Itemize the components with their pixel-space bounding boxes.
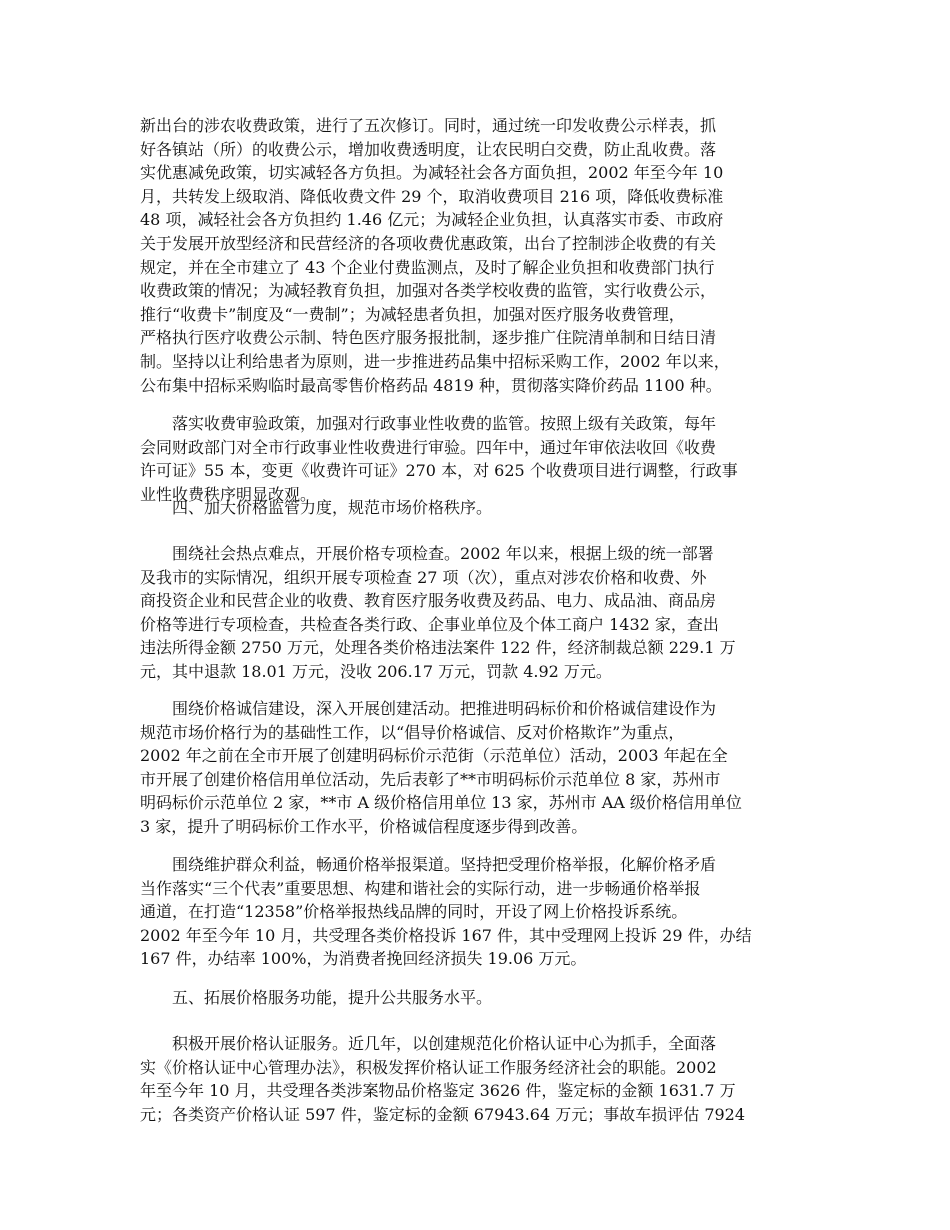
paragraph-line: 规定，并在全市建立了 43 个企业付费监测点，及时了解企业负担和收费部门执行 bbox=[140, 257, 715, 277]
paragraph-line: 实优惠减免政策，切实减轻各方负担。为减轻社会各方面负担，2002 年至今年 10 bbox=[140, 163, 724, 183]
paragraph-line: 关于发展开放型经济和民营经济的各项收费优惠政策，出台了控制涉企收费的有关 bbox=[140, 233, 717, 253]
paragraph bbox=[140, 1032, 812, 1126]
paragraph-line: 年至今年 10 月，共受理各类涉案物品价格鉴定 3626 件，鉴定标的金额 1631.7 万 bbox=[140, 1081, 736, 1101]
paragraph-line: 落实收费审验政策，加强对行政事业性收费的监管。按照上级有关政策，每年 bbox=[172, 414, 717, 433]
paragraph-line: 违法所得金额 2750 万元，处理各类价格违法案件 122 件，经济制裁总额 229.1 万 bbox=[140, 638, 736, 658]
paragraph-line: 明码标价示范单位 2 家，**市 A 级价格信用单位 13 家，苏州市 AA 级价格信用单位 bbox=[140, 793, 742, 813]
paragraph-line: 规范市场价格行为的基础性工作，以“倡导价格诚信、反对价格欺诈”为重点， bbox=[140, 722, 685, 742]
paragraph-line: 好各镇站（所）的收费公示，增加收费透明度，让农民明白交费，防止乱收费。落 bbox=[140, 139, 717, 159]
section-heading-text: 五、拓展价格服务功能，提升公共服务水平。 bbox=[172, 988, 493, 1007]
paragraph-line: 严格执行医疗收费公示制、特色医疗服务报批制，逐步推广住院清单制和日结日清 bbox=[140, 328, 717, 348]
paragraph-line: 2002 年之前在全市开展了创建明码标价示范街（示范单位）活动，2003 年起在全 bbox=[140, 746, 728, 766]
paragraph bbox=[140, 542, 812, 684]
paragraph-line: 元；各类资产价格认证 597 件，鉴定标的金额 67943.64 万元；事故车损评估 7924 bbox=[140, 1104, 746, 1124]
paragraph-line: 许可证》55 本，变更《收费许可证》270 本，对 625 个收费项目进行调整，行政事 bbox=[140, 461, 738, 481]
paragraph-line: 元，其中退款 18.01 万元，没收 206.17 万元，罚款 4.92 万元。 bbox=[140, 661, 612, 681]
section-heading bbox=[140, 986, 812, 1010]
paragraph-line: 48 项，减轻社会各方负担约 1.46 亿元；为减轻企业负担，认真落实市委、市政府 bbox=[140, 210, 724, 230]
paragraph-line: 公布集中招标采购临时最高零售价格药品 4819 种，贯彻落实降价药品 1100 种。 bbox=[140, 375, 722, 395]
paragraph-line: 价格等进行专项检查，共检查各类行政、企事业单位及个体工商户 1432 家，查出 bbox=[140, 614, 719, 634]
paragraph-line: 围绕维护群众利益，畅通价格举报渠道。坚持把受理价格举报，化解价格矛盾 bbox=[172, 855, 717, 874]
paragraph-line: 通道，在打造“12358”价格举报热线品牌的同时，开设了网上价格投诉系统。 bbox=[140, 902, 688, 922]
paragraph-line: 商投资企业和民营企业的收费、教育医疗服务收费及药品、电力、成品油、商品房 bbox=[140, 591, 717, 611]
paragraph-line: 围绕价格诚信建设，深入开展创建活动。把推进明码标价和价格诚信建设作为 bbox=[172, 699, 717, 718]
paragraph-line: 会同财政部门对全市行政事业性收费进行审验。四年中，通过年审依法收回《收费 bbox=[140, 437, 717, 457]
paragraph-line: 3 家，提升了明码标价工作水平，价格诚信程度逐步得到改善。 bbox=[140, 816, 588, 836]
paragraph bbox=[140, 114, 812, 397]
paragraph-line: 及我市的实际情况，组织开展专项检查 27 项（次），重点对涉农价格和收费、外 bbox=[140, 567, 707, 587]
paragraph bbox=[140, 412, 812, 506]
paragraph-line: 积极开展价格认证服务。近几年，以创建规范化价格认证中心为抓手，全面落 bbox=[172, 1034, 717, 1053]
paragraph-line: 月，共转发上级取消、降低收费文件 29 个，取消收费项目 216 项，降低收费标准 bbox=[140, 186, 724, 206]
paragraph-line: 围绕社会热点难点，开展价格专项检查。2002 年以来，根据上级的统一部署 bbox=[172, 544, 714, 563]
paragraph-line: 制。坚持以让利给患者为原则，进一步推进药品集中招标采购工作，2002 年以来， bbox=[140, 351, 730, 371]
paragraph bbox=[140, 697, 812, 839]
section-heading-text: 四、加大价格监管力度，规范市场价格秩序。 bbox=[172, 498, 493, 517]
paragraph-line: 当作落实“三个代表”重要思想、构建和谐社会的实际行动，进一步畅通价格举报 bbox=[140, 878, 701, 898]
paragraph bbox=[140, 853, 812, 971]
paragraph-line: 2002 年至今年 10 月，共受理各类价格投诉 167 件，其中受理网上投诉 29 件，办结 bbox=[140, 925, 752, 945]
paragraph-line: 业性收费秩序明显改观。 bbox=[140, 484, 317, 504]
paragraph-line: 推行“收费卡”制度及“一费制”；为减轻患者负担，加强对医疗服务收费管理， bbox=[140, 304, 685, 324]
paragraph-line: 市开展了创建价格信用单位活动，先后表彰了**市明码标价示范单位 8 家，苏州市 bbox=[140, 769, 721, 789]
paragraph-line: 收费政策的情况；为减轻教育负担，加强对各类学校收费的监管，实行收费公示， bbox=[140, 281, 717, 301]
paragraph-line: 实《价格认证中心管理办法》，积极发挥价格认证工作服务经济社会的职能。2002 bbox=[140, 1057, 717, 1077]
section-heading bbox=[140, 496, 812, 520]
paragraph-line: 167 件，办结率 100%，为消费者挽回经济损失 19.06 万元。 bbox=[140, 949, 587, 969]
paragraph-line: 新出台的涉农收费政策，进行了五次修订。同时，通过统一印发收费公示样表，抓 bbox=[140, 116, 717, 135]
